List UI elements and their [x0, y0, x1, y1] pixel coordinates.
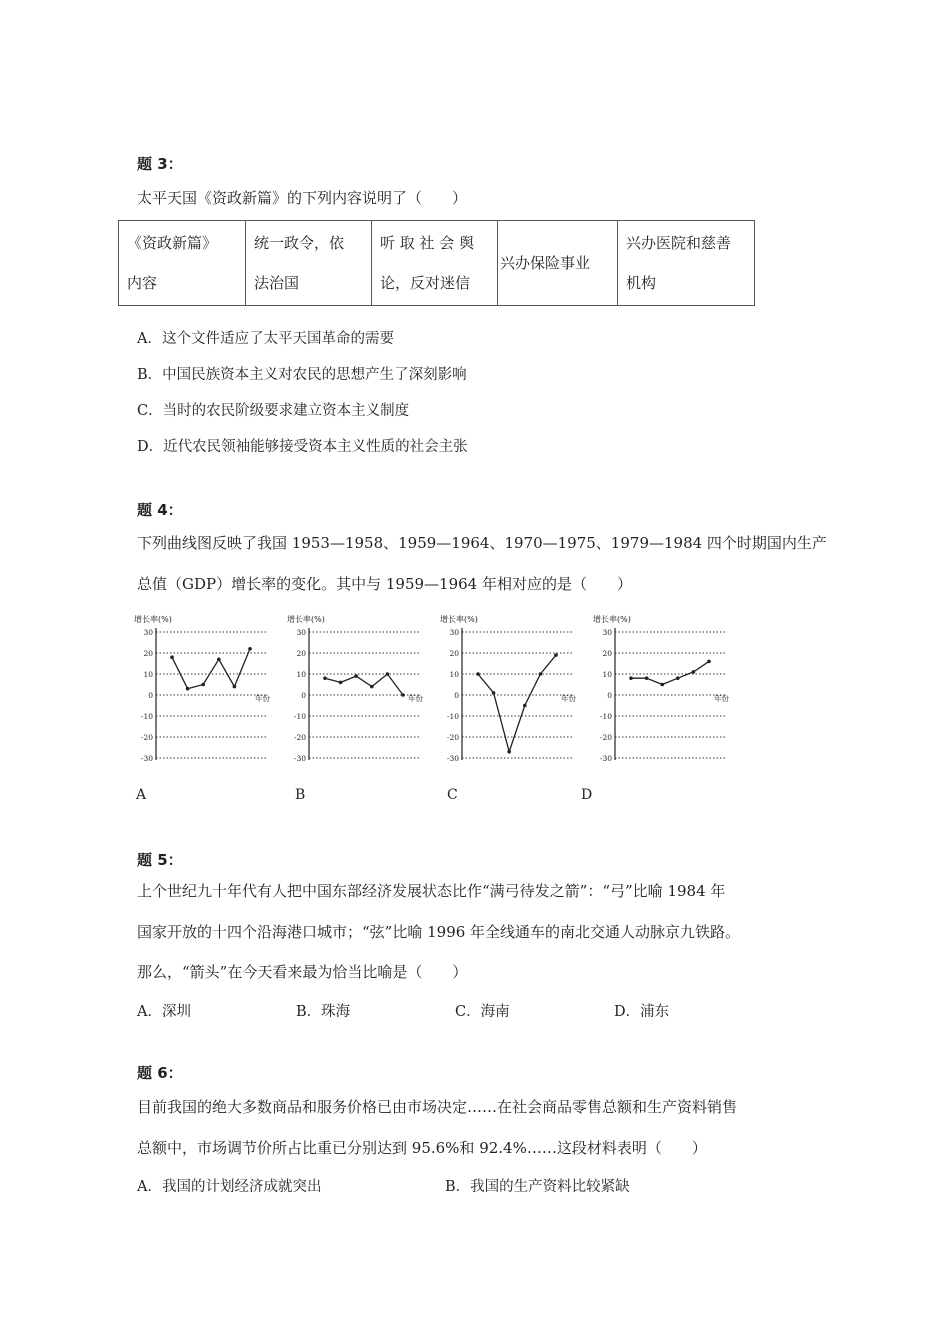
tick-label: -10 — [140, 712, 153, 721]
data-point — [692, 670, 696, 674]
tick-label: -20 — [293, 733, 306, 742]
y-axis-label: 增长率(%) — [593, 615, 631, 624]
data-point — [370, 685, 374, 689]
data-point — [339, 681, 343, 685]
q5-stem-line3: 那么，“箭头”在今天看来最为恰当比喻是（ ） — [137, 963, 468, 981]
tick-label: 0 — [148, 691, 153, 700]
table-cell-policy-1 — [246, 221, 372, 306]
tick-label: -10 — [599, 712, 612, 721]
cell-line: 兴办保险事业 — [500, 254, 591, 272]
y-axis-label: 增长率(%) — [287, 615, 325, 624]
data-point — [476, 672, 480, 676]
series-line — [172, 649, 250, 689]
data-point — [401, 693, 405, 697]
tick-label: 30 — [449, 628, 459, 637]
chart-label-a: A — [136, 787, 147, 803]
tick-label: -30 — [446, 754, 459, 763]
data-point — [676, 676, 680, 680]
tick-label: -30 — [599, 754, 612, 763]
chart-label-b: B — [295, 787, 306, 803]
q5-stem-line1: 上个世纪九十年代有人把中国东部经济发展状态比作“满弓待发之箭”：“弓”比喻 1984 年 — [137, 882, 726, 900]
chart-a — [134, 612, 274, 767]
q5-option-b: B．珠海 — [296, 1004, 351, 1020]
cell-line: 《资政新篇》 — [127, 234, 218, 252]
cell-line: 听 取 社 会 舆 — [380, 234, 475, 252]
tick-label: -20 — [140, 733, 153, 742]
tick-label: -10 — [446, 712, 459, 721]
tick-label: 10 — [296, 670, 306, 679]
q5-title: 题 5： — [137, 851, 183, 869]
x-axis-label: 年份 — [714, 694, 729, 703]
q3-option-b: B．中国民族资本主义对农民的思想产生了深刻影响 — [137, 367, 467, 383]
tick-label: -30 — [140, 754, 153, 763]
tick-label: 30 — [296, 628, 306, 637]
data-point — [523, 704, 527, 708]
cell-line: 统一政令，依 — [254, 234, 345, 252]
tick-label: 10 — [143, 670, 153, 679]
data-point — [507, 750, 511, 754]
chart-label-c: C — [447, 787, 458, 803]
q4-stem-line2: 总值（GDP）增长率的变化。其中与 1959—1964 年相对应的是（ ） — [137, 575, 632, 593]
data-point — [386, 672, 390, 676]
x-axis-label: 年份 — [255, 694, 270, 703]
data-point — [707, 660, 711, 664]
q6-stem-line2: 总额中，市场调节价所占比重已分别达到 95.6%和 92.4%……这段材料表明（ ） — [137, 1139, 707, 1157]
series-line — [478, 655, 556, 752]
cell-line: 内容 — [127, 274, 158, 292]
data-point — [629, 676, 633, 680]
q6-stem-line1: 目前我国的绝大多数商品和服务价格已由市场决定……在社会商品零售总额和生产资料销售 — [137, 1098, 738, 1116]
tick-label: 20 — [449, 649, 459, 658]
data-point — [248, 647, 252, 651]
cell-line: 论，反对迷信 — [380, 274, 471, 292]
table-cell-policy-4 — [618, 221, 755, 306]
tick-label: -20 — [446, 733, 459, 742]
q6-option-b: B．我国的生产资料比较紧缺 — [445, 1179, 630, 1195]
cell-line: 机构 — [626, 274, 657, 292]
chart-d — [593, 612, 733, 767]
q3-option-c: C．当时的农民阶级要求建立资本主义制度 — [137, 403, 410, 419]
data-point — [323, 676, 327, 680]
table-cell-policy-2 — [372, 221, 498, 306]
tick-label: 0 — [301, 691, 306, 700]
tick-label: 20 — [143, 649, 153, 658]
q3-option-a: A．这个文件适应了太平天国革命的需要 — [137, 331, 394, 347]
tick-label: -10 — [293, 712, 306, 721]
x-axis-label: 年份 — [561, 694, 576, 703]
series-line — [325, 674, 403, 695]
tick-label: 20 — [296, 649, 306, 658]
data-point — [645, 676, 649, 680]
q4-title: 题 4： — [137, 501, 183, 519]
data-point — [492, 691, 496, 695]
tick-label: 10 — [449, 670, 459, 679]
cell-line: 法治国 — [254, 274, 300, 292]
chart-label-d: D — [581, 787, 593, 803]
tick-label: 0 — [607, 691, 612, 700]
q6-title: 题 6： — [137, 1064, 183, 1082]
x-axis-label: 年份 — [408, 694, 423, 703]
data-point — [660, 683, 664, 687]
tick-label: 30 — [602, 628, 612, 637]
tick-label: 0 — [454, 691, 459, 700]
data-point — [217, 658, 221, 662]
tick-label: 30 — [143, 628, 153, 637]
data-point — [539, 672, 543, 676]
data-point — [233, 685, 237, 689]
tick-label: -20 — [599, 733, 612, 742]
cell-line: 兴办医院和慈善 — [626, 234, 732, 252]
chart-c — [440, 612, 580, 767]
q3-table — [118, 220, 755, 306]
y-axis-label: 增长率(%) — [440, 615, 478, 624]
q5-stem-line2: 国家开放的十四个沿海港口城市；“弦”比喻 1996 年全线通车的南北交通人动脉京九铁路。 — [137, 923, 741, 941]
tick-label: 10 — [602, 670, 612, 679]
table-cell-title — [119, 221, 246, 306]
data-point — [201, 683, 205, 687]
data-point — [554, 653, 558, 657]
tick-label: 20 — [602, 649, 612, 658]
q3-stem: 太平天国《资政新篇》的下列内容说明了（ ） — [137, 189, 468, 207]
q5-option-d: D．浦东 — [614, 1004, 670, 1020]
q4-stem-line1: 下列曲线图反映了我国 1953—1958、1959—1964、1970—1975、1979—1984 四个时期国内生产 — [137, 534, 827, 552]
tick-label: -30 — [293, 754, 306, 763]
data-point — [354, 674, 358, 678]
y-axis-label: 增长率(%) — [134, 615, 172, 624]
data-point — [170, 655, 174, 659]
q3-option-d: D．近代农民领袖能够接受资本主义性质的社会主张 — [137, 439, 468, 455]
table-cell-policy-3 — [498, 221, 618, 306]
series-line — [631, 661, 709, 684]
q5-option-a: A．深圳 — [137, 1004, 191, 1020]
q3-title: 题 3： — [137, 155, 183, 173]
chart-b — [287, 612, 427, 767]
q5-option-c: C．海南 — [455, 1004, 510, 1020]
data-point — [186, 687, 190, 691]
q6-option-a: A．我国的计划经济成就突出 — [137, 1179, 322, 1195]
